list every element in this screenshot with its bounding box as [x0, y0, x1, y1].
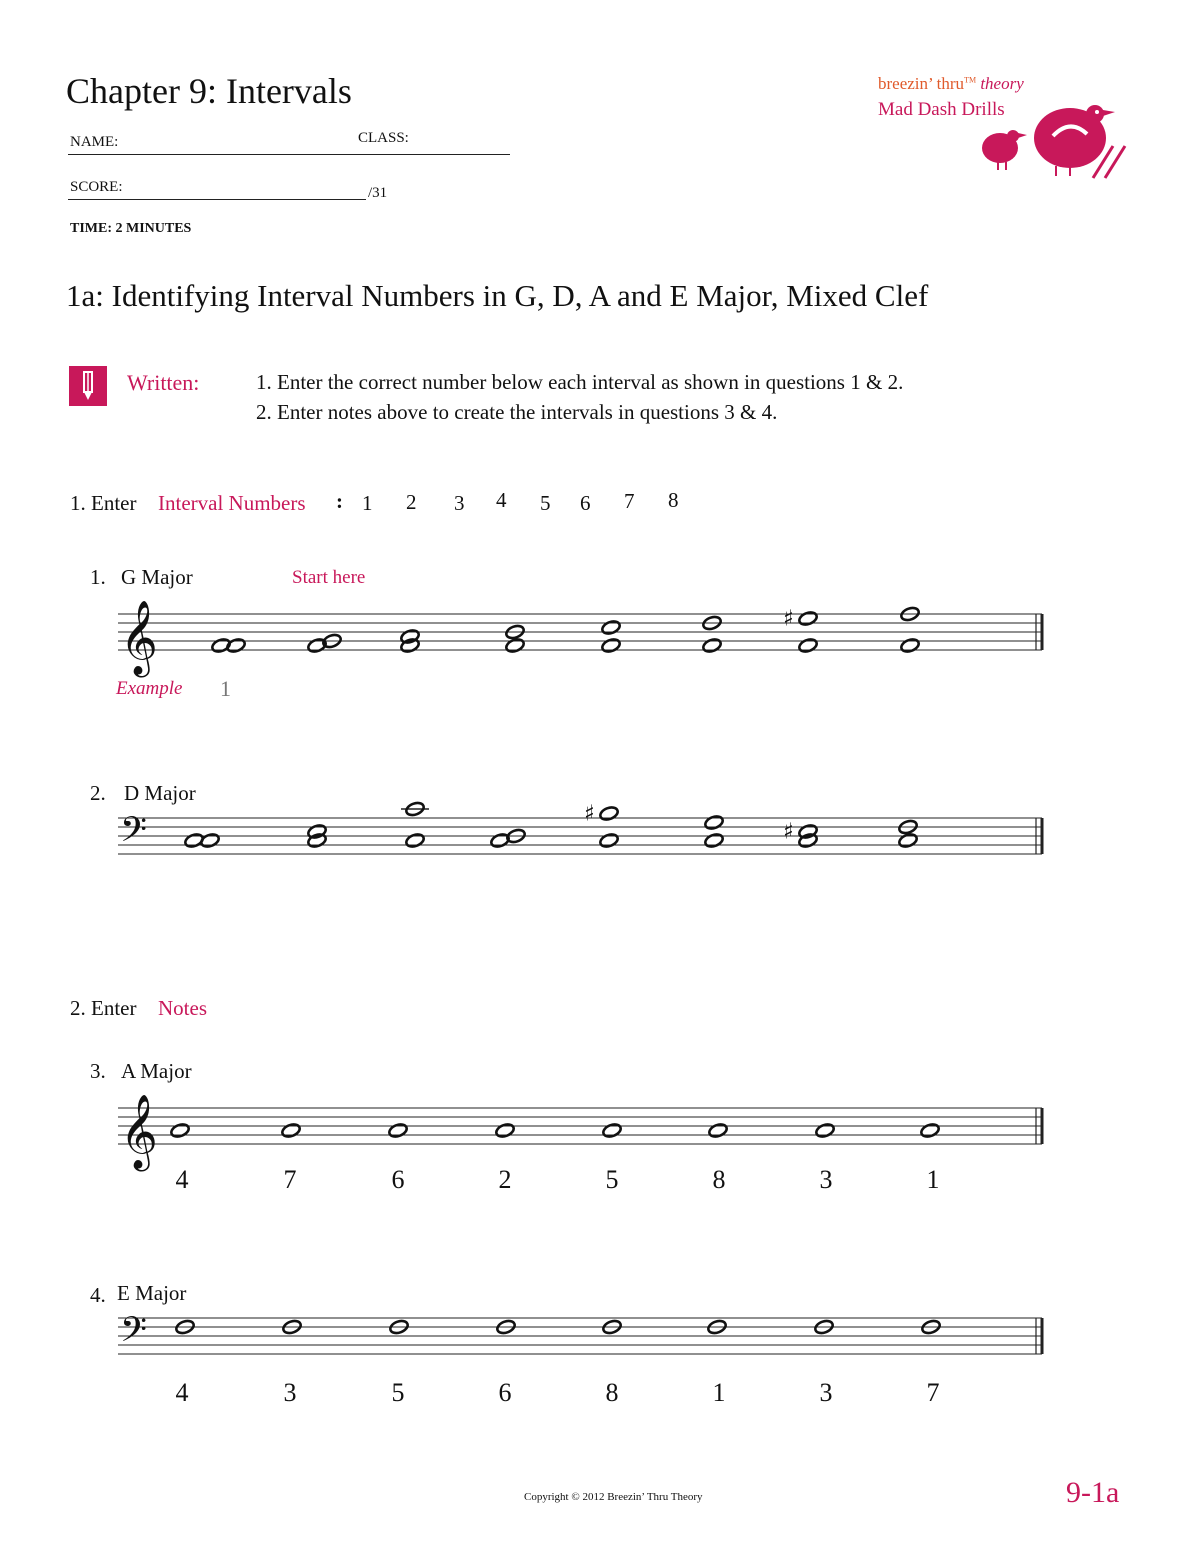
interval-number-4: 4 — [496, 488, 507, 512]
whole-note-icon — [920, 1122, 941, 1138]
written-label: Written: — [127, 370, 200, 395]
whole-note-icon — [602, 1122, 623, 1138]
q3-number: 3. — [90, 1059, 106, 1083]
bass-clef-icon: 𝄢 — [120, 1309, 148, 1358]
interval-number-5: 5 — [540, 491, 551, 515]
brand-name: breezin’ thru — [878, 74, 965, 93]
interval-target: 5 — [391, 1378, 405, 1407]
score-line[interactable] — [68, 199, 366, 200]
interval-target: 6 — [498, 1378, 512, 1407]
whole-note-icon — [601, 637, 622, 653]
brand-line — [878, 74, 1024, 94]
instruction-2: 2. Enter notes above to create the intervals in questions 3 & 4. — [256, 400, 778, 424]
interval-target: 1 — [712, 1378, 726, 1407]
interval-target: 4 — [175, 1165, 189, 1194]
q4-number: 4. — [90, 1283, 106, 1307]
page-title: Chapter 9: Intervals — [66, 71, 352, 111]
time-label: TIME: 2 MINUTES — [70, 221, 192, 236]
q1-number: 1. — [90, 565, 106, 589]
interval-number-8: 8 — [668, 488, 679, 512]
part2-prefix: 2. Enter — [70, 996, 137, 1020]
copyright: Copyright © 2012 Breezin’ Thru Theory — [524, 1491, 703, 1503]
interval-number-6: 6 — [580, 491, 591, 515]
whole-note-icon — [704, 814, 725, 830]
name-label: NAME: — [70, 134, 119, 150]
whole-note-icon — [900, 637, 921, 653]
score-label: SCORE: — [70, 179, 123, 195]
whole-note-icon — [388, 1122, 409, 1138]
whole-note-icon — [405, 832, 426, 848]
q2-number: 2. — [90, 781, 106, 805]
whole-note-icon — [170, 1122, 191, 1138]
section-title: 1a: Identifying Interval Numbers in G, D, A and E Major, Mixed Clef — [66, 278, 929, 313]
staff-d-major — [118, 800, 1048, 890]
interval-target: 4 — [175, 1378, 189, 1407]
brand-theory: theory — [980, 74, 1024, 93]
interval-number-3: 3 — [454, 491, 465, 515]
interval-target: 3 — [819, 1165, 833, 1194]
part1-colon: : — [336, 489, 343, 513]
example-answer: 1 — [220, 676, 231, 701]
whole-note-icon — [798, 637, 819, 653]
staff-a-major[interactable] — [118, 1090, 1048, 1180]
brand-subtitle: Mad Dash Drills — [878, 99, 1005, 120]
brand-tm: TM — [964, 75, 977, 85]
whole-note-icon — [281, 1122, 302, 1138]
staff-e-major[interactable] — [118, 1300, 1048, 1390]
sharp-icon: ♯ — [783, 606, 794, 632]
whole-note-icon — [505, 637, 526, 653]
whole-note-icon — [815, 1122, 836, 1138]
interval-target: 3 — [283, 1378, 297, 1407]
part2-highlight: Notes — [158, 996, 207, 1020]
instruction-1: 1. Enter the correct number below each interval as shown in questions 1 & 2. — [256, 370, 904, 394]
interval-target: 5 — [605, 1165, 619, 1194]
whole-note-icon — [783, 607, 818, 632]
sharp-icon: ♯ — [783, 819, 794, 845]
q4-key: E Major — [117, 1281, 187, 1305]
interval-target: 1 — [926, 1165, 940, 1194]
q1-key: G Major — [121, 565, 193, 589]
interval-number-1: 1 — [362, 491, 373, 515]
whole-note-icon — [495, 1122, 516, 1138]
whole-note-icon — [584, 802, 619, 827]
whole-note-icon — [704, 832, 725, 848]
treble-clef-icon: 𝄞 — [120, 1095, 158, 1169]
class-label: CLASS: — [358, 130, 409, 146]
q2-key: D Major — [124, 781, 196, 805]
interval-target: 3 — [819, 1378, 833, 1407]
score-total: /31 — [368, 185, 388, 201]
name-class-line[interactable] — [68, 154, 510, 155]
example-label: Example — [116, 678, 183, 699]
treble-clef-icon: 𝄞 — [120, 601, 158, 675]
q3-key: A Major — [121, 1059, 192, 1083]
whole-note-icon — [200, 832, 221, 848]
interval-target: 8 — [712, 1165, 726, 1194]
interval-target: 7 — [283, 1165, 297, 1194]
interval-number-7: 7 — [624, 489, 635, 513]
part1-highlight: Interval Numbers — [158, 491, 306, 515]
interval-target: 2 — [498, 1165, 512, 1194]
page-number: 9-1a — [1066, 1476, 1120, 1509]
staff-g-major — [118, 596, 1048, 686]
whole-note-icon — [599, 832, 620, 848]
sharp-icon: ♯ — [584, 801, 595, 827]
bass-clef-icon: 𝄢 — [120, 809, 148, 858]
pencil-icon — [69, 366, 107, 406]
interval-target: 6 — [391, 1165, 405, 1194]
whole-note-icon — [708, 1122, 729, 1138]
interval-target: 8 — [605, 1378, 619, 1407]
whole-note-icon — [401, 801, 429, 817]
bird-logo-icon — [975, 100, 1135, 180]
part1-prefix: 1. Enter — [70, 491, 137, 515]
start-here-label: Start here — [292, 567, 366, 588]
whole-note-icon — [601, 619, 622, 635]
interval-number-2: 2 — [406, 490, 417, 514]
interval-target: 7 — [926, 1378, 940, 1407]
whole-note-icon — [898, 832, 919, 848]
whole-note-icon — [702, 637, 723, 653]
